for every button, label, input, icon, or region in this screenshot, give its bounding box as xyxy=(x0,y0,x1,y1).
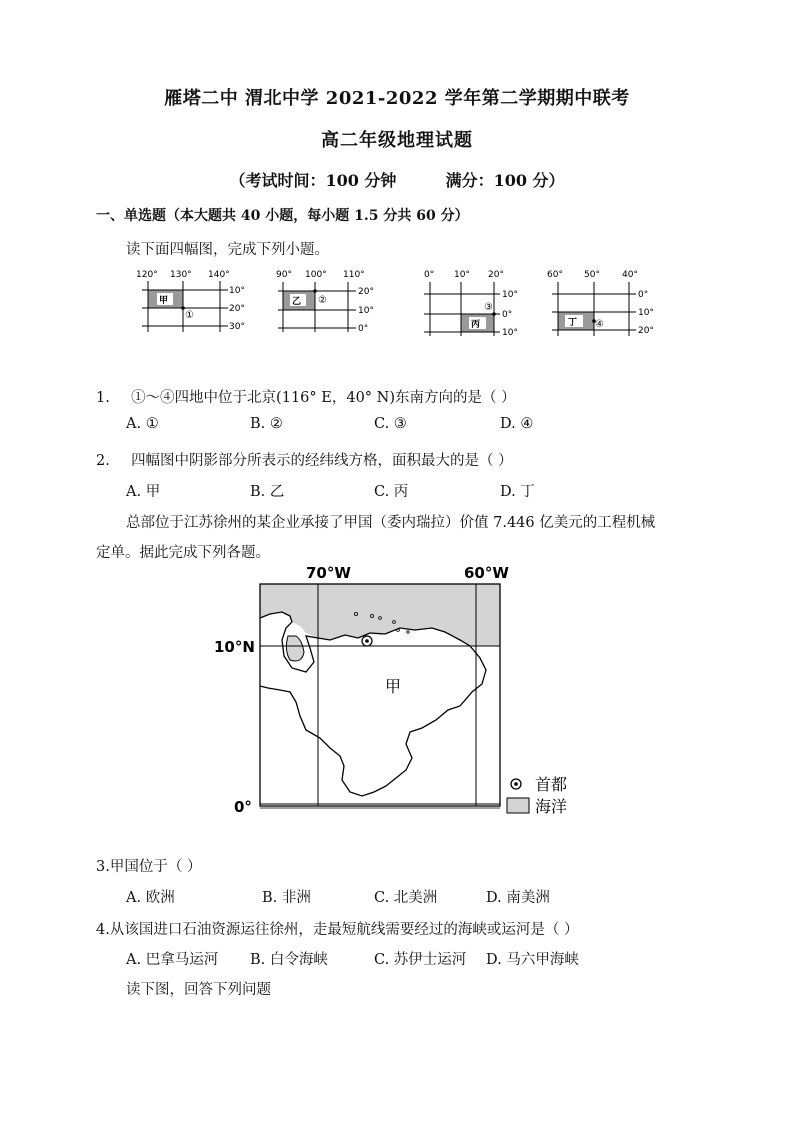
q4-option-c[interactable]: C. 苏伊士运河 xyxy=(374,952,467,968)
q1-option-c[interactable]: C. ③ xyxy=(374,416,407,432)
question-2 xyxy=(96,449,513,470)
grid-map-3 xyxy=(424,270,518,338)
question-1-number: 1. xyxy=(96,390,110,406)
map3-lat-10a: 10° xyxy=(502,290,518,300)
map3-lon-20: 20° xyxy=(488,270,504,280)
map1-lat-20: 20° xyxy=(229,304,245,314)
map1-lat-10: 10° xyxy=(229,286,245,296)
intro-venezuela-line2: 定单。据此完成下列各题。 xyxy=(96,545,270,561)
map3-lon-10: 10° xyxy=(454,270,470,280)
q1-option-b[interactable]: B. ② xyxy=(250,416,283,432)
lat-label-0: 0° xyxy=(234,798,252,816)
exam-info xyxy=(0,168,794,191)
exam-subtitle: 高二年级地理试题 xyxy=(321,130,473,151)
q4-option-b[interactable]: B. 白令海峡 xyxy=(250,952,328,968)
legend-ocean-swatch xyxy=(507,798,529,813)
map1-point-1: ① xyxy=(185,310,194,321)
question-2-stem: 四幅图中阴影部分所表示的经纬线方格，面积最大的是（ ） xyxy=(131,453,513,469)
map2-lon-110: 110° xyxy=(343,270,365,280)
q2-option-a[interactable]: A. 甲 xyxy=(126,484,161,500)
question-1 xyxy=(96,386,516,407)
lake-maracaibo xyxy=(286,636,304,661)
map3-label-bing: 丙 xyxy=(471,320,481,330)
question-2-number: 2. xyxy=(96,453,110,469)
q2-option-b[interactable]: B. 乙 xyxy=(250,484,285,500)
q1-option-a[interactable]: A. ① xyxy=(126,416,159,432)
map2-lat-20: 20° xyxy=(358,287,374,297)
lon-label-60w: 60°W xyxy=(464,564,509,582)
intro-four-maps: 读下面四幅图，完成下列小题。 xyxy=(126,242,329,258)
map3-lat-0: 0° xyxy=(502,310,513,320)
section-heading: 一、单选题（本大题共 40 小题，每小题 1.5 分共 60 分） xyxy=(96,208,469,224)
q4-option-a[interactable]: A. 巴拿马运河 xyxy=(126,952,219,968)
lon-label-70w: 70°W xyxy=(306,564,351,582)
q4-option-d[interactable]: D. 马六甲海峡 xyxy=(486,952,579,968)
map4-lat-10: 10° xyxy=(638,308,654,318)
map2-lat-10: 10° xyxy=(358,306,374,316)
exam-time: （考试时间：100 分钟 xyxy=(229,171,397,190)
map4-lat-20: 20° xyxy=(638,326,654,336)
map1-label-jia: 甲 xyxy=(159,296,169,306)
map4-lon-40: 40° xyxy=(622,270,638,280)
q3-option-c[interactable]: C. 北美洲 xyxy=(374,890,438,906)
map1-lon-120: 120° xyxy=(136,270,158,280)
map2-label-yi: 乙 xyxy=(292,297,302,307)
map1-lon-130: 130° xyxy=(170,270,192,280)
q2-option-d[interactable]: D. 丁 xyxy=(500,484,535,500)
map3-lat-10b: 10° xyxy=(502,328,518,338)
map2-lon-100: 100° xyxy=(305,270,327,280)
map4-lat-0: 0° xyxy=(638,290,649,300)
map4-lon-60: 60° xyxy=(547,270,563,280)
map1-lon-140: 140° xyxy=(208,270,230,280)
map2-lon-90: 90° xyxy=(276,270,292,280)
venezuela-map xyxy=(210,560,590,825)
country-label-jia: 甲 xyxy=(385,677,402,696)
intro-next-figure: 读下图，回答下列问题 xyxy=(126,982,271,998)
grid-map-2 xyxy=(276,270,374,334)
map1-lat-30: 30° xyxy=(229,322,245,332)
q3-option-b[interactable]: B. 非洲 xyxy=(262,890,311,906)
q1-option-d[interactable]: D. ④ xyxy=(500,416,534,432)
question-4-stem: 4.从该国进口石油资源运往徐州，走最短航线需要经过的海峡或运河是（ ） xyxy=(96,922,579,938)
q3-option-a[interactable]: A. 欧洲 xyxy=(126,890,175,906)
legend-ocean-label: 海洋 xyxy=(535,797,568,816)
intro-venezuela-line1: 总部位于江苏徐州的某企业承接了甲国（委内瑞拉）价值 7.446 亿美元的工程机械 xyxy=(126,515,656,531)
question-1-stem: ①～④四地中位于北京(116° E，40° N)东南方向的是（ ） xyxy=(131,390,516,406)
lat-label-10n: 10°N xyxy=(214,638,255,656)
q2-option-c[interactable]: C. 丙 xyxy=(374,484,409,500)
legend-capital-label: 首都 xyxy=(535,775,568,794)
exam-title: 雁塔二中 渭北中学 2021-2022 学年第二学期期中联考 xyxy=(164,88,630,109)
map3-lon-0: 0° xyxy=(424,270,435,280)
q3-option-d[interactable]: D. 南美洲 xyxy=(486,890,550,906)
grid-map-4 xyxy=(547,270,654,336)
map3-point-3: ③ xyxy=(484,302,493,313)
map4-point-4: ④ xyxy=(595,319,604,330)
grid-map-1 xyxy=(136,270,245,332)
exam-score: 满分：100 分） xyxy=(445,171,565,190)
question-3-stem: 3.甲国位于（ ） xyxy=(96,859,202,875)
map2-lat-0: 0° xyxy=(358,324,369,334)
map4-label-ding: 丁 xyxy=(568,318,578,328)
grid-maps-figure xyxy=(128,264,668,344)
map2-point-2: ② xyxy=(318,295,327,306)
map4-lon-50: 50° xyxy=(584,270,600,280)
